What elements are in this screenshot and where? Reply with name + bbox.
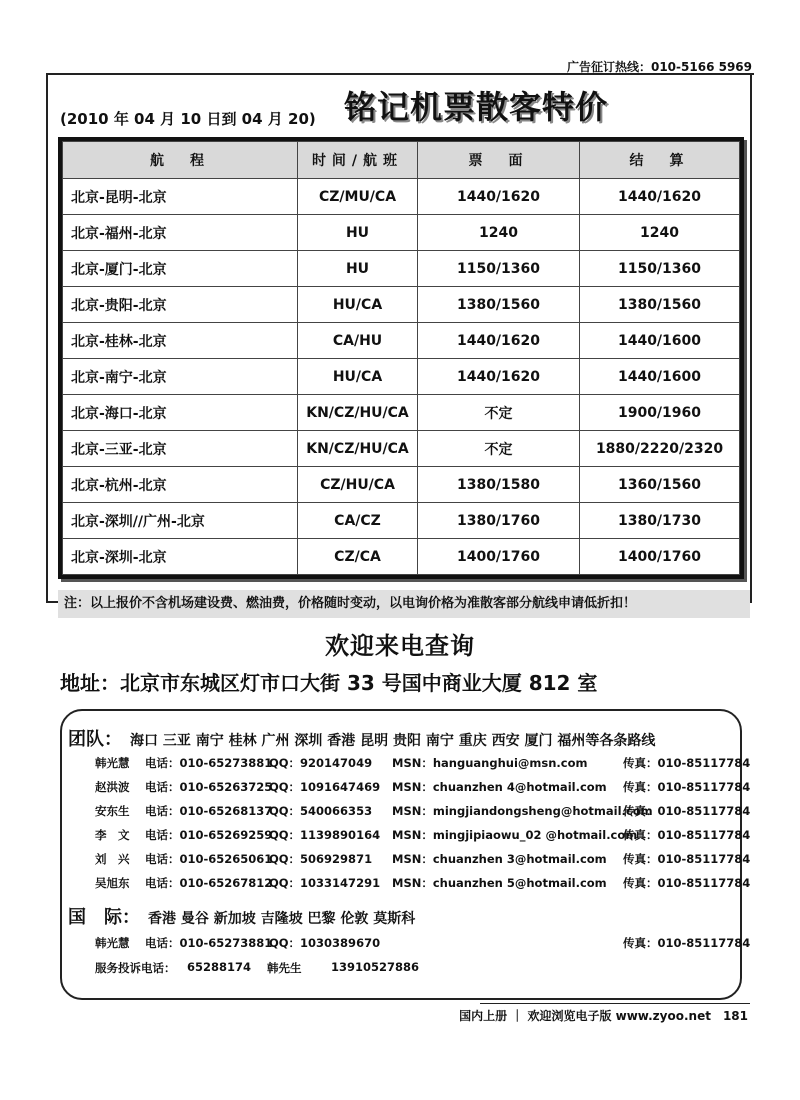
contact-fax: 传真：010-85117784 — [623, 828, 751, 842]
price-note: 注：以上报价不含机场建设费、燃油费，价格随时变动，以电询价格为准散客部分航线申请低折扣！ — [58, 590, 750, 618]
contact-msn: MSN：mingjipiaowu_02 @hotmail.com — [392, 828, 638, 842]
fare-row — [63, 395, 740, 431]
fare-cell-settlement: 1400/1760 — [580, 539, 740, 575]
contact-fax: 传真：010-85117784 — [623, 756, 751, 770]
contact-name: 韩光慧 — [95, 756, 130, 770]
team-section-title — [68, 725, 655, 751]
fare-cell-flight: KN/CZ/HU/CA — [298, 395, 418, 431]
contact-qq: QQ：1033147291 — [269, 876, 381, 890]
fare-cell-settlement: 1380/1730 — [580, 503, 740, 539]
fare-row — [63, 467, 740, 503]
fare-row — [63, 179, 740, 215]
fare-row — [63, 431, 740, 467]
fare-cell-route: 北京-杭州-北京 — [63, 467, 298, 503]
fare-cell-flight: CZ/CA — [298, 539, 418, 575]
contact-msn: MSN：mingjiandongsheng@hotmail.com — [392, 804, 653, 818]
team-contact-row — [62, 851, 751, 875]
fare-row — [63, 215, 740, 251]
col-header-face-price: 票 面 — [418, 142, 580, 179]
fare-cell-route: 北京-桂林-北京 — [63, 323, 298, 359]
fare-cell-flight: CZ/HU/CA — [298, 467, 418, 503]
fare-cell-flight: HU/CA — [298, 359, 418, 395]
welcome-heading: 欢迎来电查询 — [325, 632, 475, 660]
team-contact-row — [62, 827, 751, 851]
fare-cell-settlement: 1240 — [580, 215, 740, 251]
fare-cell-face-price: 1400/1760 — [418, 539, 580, 575]
fare-cell-face-price: 1380/1560 — [418, 287, 580, 323]
contact-name: 吴旭东 — [95, 876, 130, 890]
fare-cell-flight: KN/CZ/HU/CA — [298, 431, 418, 467]
contact-msn: MSN：chuanzhen 3@hotmail.com — [392, 852, 607, 866]
complaint-person: 韩先生 — [267, 961, 302, 975]
contact-qq: QQ：1139890164 — [269, 828, 381, 842]
contact-qq: QQ：506929871 — [269, 852, 373, 866]
contact-name: 李 文 — [95, 828, 130, 842]
contact-msn: MSN：hanguanghui@msn.com — [392, 756, 588, 770]
fare-cell-flight: HU/CA — [298, 287, 418, 323]
team-routes: 海口 三亚 南宁 桂林 广州 深圳 香港 昆明 贵阳 南宁 重庆 西安 厦门 福州等各条路线 — [130, 733, 656, 749]
team-contact-list — [62, 755, 751, 899]
team-contact-row — [62, 779, 751, 803]
fare-cell-flight: CA/CZ — [298, 503, 418, 539]
fare-cell-face-price: 1240 — [418, 215, 580, 251]
fare-cell-route: 北京-三亚-北京 — [63, 431, 298, 467]
fare-cell-face-price: 1380/1580 — [418, 467, 580, 503]
fare-table — [62, 141, 740, 575]
contact-fax: 传真：010-85117784 — [623, 936, 751, 950]
contact-fax: 传真：010-85117784 — [623, 876, 751, 890]
contact-phone: 电话：010-65267812 — [145, 876, 273, 890]
complaint-phone: 65288174 — [187, 960, 252, 974]
fare-cell-settlement: 1440/1600 — [580, 323, 740, 359]
contact-phone: 电话：010-65273881 — [145, 936, 273, 950]
team-label: 团队： — [68, 729, 122, 750]
fare-table-box — [58, 137, 744, 579]
fare-cell-settlement: 1150/1360 — [580, 251, 740, 287]
contact-qq: QQ：920147049 — [269, 756, 373, 770]
fare-cell-flight: CZ/MU/CA — [298, 179, 418, 215]
fare-cell-flight: HU — [298, 251, 418, 287]
address: 地址：北京市东城区灯市口大街 33 号国中商业大厦 812 室 — [60, 671, 598, 695]
contact-phone: 电话：010-65269259 — [145, 828, 273, 842]
contact-phone: 电话：010-65263725 — [145, 780, 273, 794]
fare-cell-settlement: 1360/1560 — [580, 467, 740, 503]
contact-msn: MSN：chuanzhen 4@hotmail.com — [392, 780, 607, 794]
fare-row — [63, 251, 740, 287]
fare-cell-settlement: 1880/2220/2320 — [580, 431, 740, 467]
fare-row — [63, 359, 740, 395]
fare-cell-route: 北京-昆明-北京 — [63, 179, 298, 215]
contact-box — [60, 709, 751, 1000]
col-header-flight: 时间/航班 — [298, 142, 418, 179]
page-footer: 国内上册 ｜ 欢迎浏览电子版 www.zyoo.net 181 — [459, 1009, 748, 1023]
fare-cell-route: 北京-福州-北京 — [63, 215, 298, 251]
footer-divider — [480, 1003, 750, 1004]
fare-cell-route: 北京-海口-北京 — [63, 395, 298, 431]
fare-cell-face-price: 1150/1360 — [418, 251, 580, 287]
contact-name: 安东生 — [95, 804, 130, 818]
contact-qq: QQ：540066353 — [269, 804, 373, 818]
fare-cell-face-price: 不定 — [418, 395, 580, 431]
team-contact-row — [62, 755, 751, 779]
fare-cell-route: 北京-深圳//广州-北京 — [63, 503, 298, 539]
contact-fax: 传真：010-85117784 — [623, 804, 751, 818]
fare-cell-route: 北京-南宁-北京 — [63, 359, 298, 395]
fare-cell-route: 北京-深圳-北京 — [63, 539, 298, 575]
contact-qq: QQ：1030389670 — [269, 936, 381, 950]
date-range: (2010 年 04 月 10 日到 04 月 20) — [60, 110, 316, 128]
fare-cell-flight: CA/HU — [298, 323, 418, 359]
contact-phone: 电话：010-65265061 — [145, 852, 273, 866]
contact-msn: MSN：chuanzhen 5@hotmail.com — [392, 876, 607, 890]
fare-row — [63, 287, 740, 323]
complaint-label: 服务投诉电话： — [95, 961, 176, 975]
intl-section-title — [68, 903, 415, 929]
fare-cell-flight: HU — [298, 215, 418, 251]
fare-row — [63, 539, 740, 575]
fare-row — [63, 503, 740, 539]
fare-table-header — [63, 142, 740, 179]
fare-cell-face-price: 1380/1760 — [418, 503, 580, 539]
contact-fax: 传真：010-85117784 — [623, 852, 751, 866]
intl-contact-row — [62, 935, 751, 959]
fare-cell-face-price: 1440/1620 — [418, 359, 580, 395]
contact-name: 韩光慧 — [95, 936, 130, 950]
fare-cell-settlement: 1440/1600 — [580, 359, 740, 395]
complaint-mobile: 13910527886 — [331, 960, 420, 974]
contact-name: 刘 兴 — [95, 852, 130, 866]
team-contact-row — [62, 803, 751, 827]
contact-phone: 电话：010-65273881 — [145, 756, 273, 770]
fare-cell-settlement: 1380/1560 — [580, 287, 740, 323]
ad-hotline: 广告征订热线：010-5166 5969 — [566, 60, 752, 74]
intl-routes: 香港 曼谷 新加坡 吉隆坡 巴黎 伦敦 莫斯科 — [148, 911, 416, 927]
fare-cell-face-price: 1440/1620 — [418, 179, 580, 215]
fare-cell-face-price: 1440/1620 — [418, 323, 580, 359]
contact-qq: QQ：1091647469 — [269, 780, 381, 794]
headline: 铭记机票散客特价 — [344, 88, 609, 126]
fare-cell-route: 北京-厦门-北京 — [63, 251, 298, 287]
col-header-route: 航 程 — [63, 142, 298, 179]
fare-cell-route: 北京-贵阳-北京 — [63, 287, 298, 323]
fare-row — [63, 323, 740, 359]
col-header-settlement: 结 算 — [580, 142, 740, 179]
contact-phone: 电话：010-65268137 — [145, 804, 273, 818]
fare-cell-face-price: 不定 — [418, 431, 580, 467]
contact-name: 赵洪波 — [95, 780, 130, 794]
contact-fax: 传真：010-85117784 — [623, 780, 751, 794]
complaint-row — [62, 960, 742, 984]
fare-cell-settlement: 1900/1960 — [580, 395, 740, 431]
intl-label: 国 际： — [68, 907, 140, 928]
team-contact-row — [62, 875, 751, 899]
fare-cell-settlement: 1440/1620 — [580, 179, 740, 215]
